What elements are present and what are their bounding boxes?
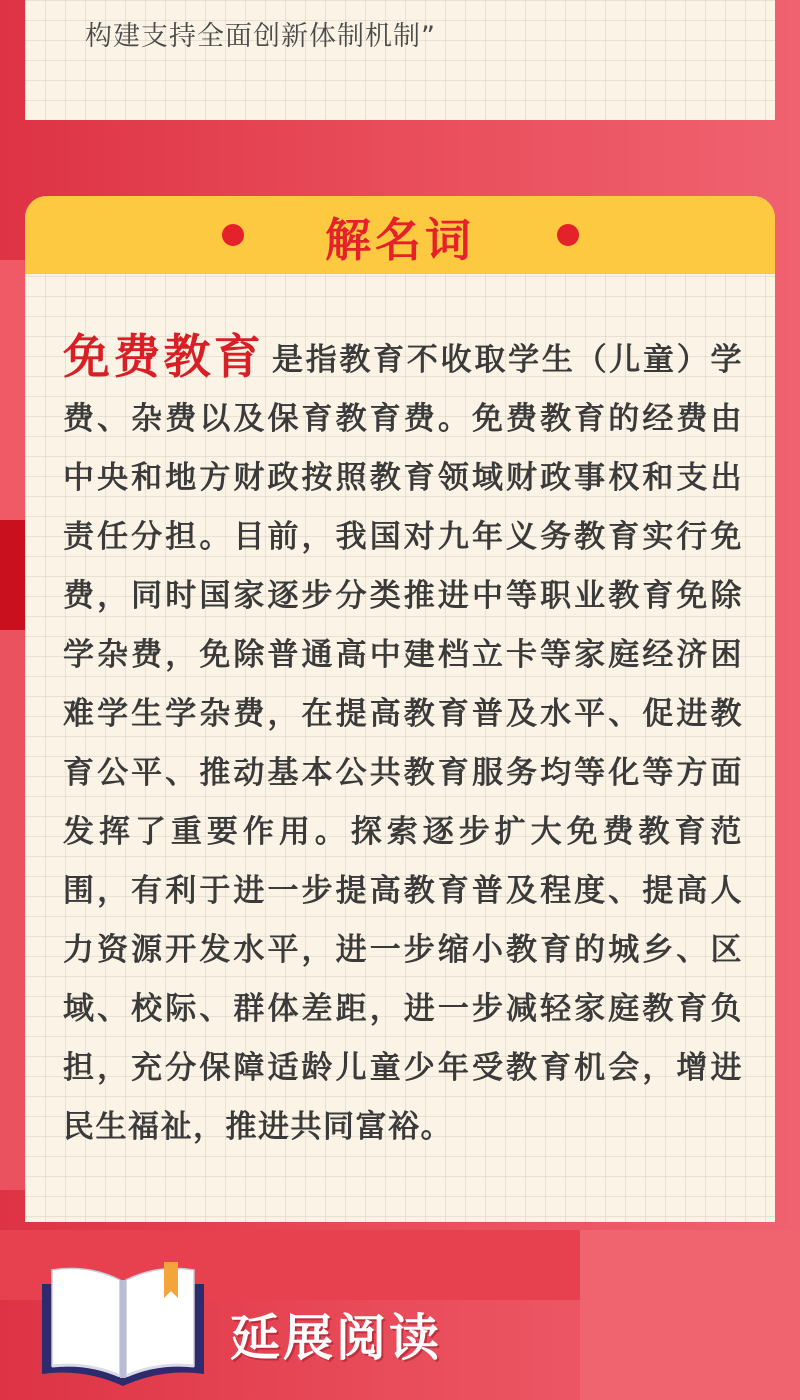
dot-icon — [557, 224, 579, 246]
top-card — [25, 0, 775, 120]
glossary-body — [63, 328, 743, 1157]
glossary-definition: 是指教育不收取学生（儿童）学费、杂费以及保育教育费。免费教育的经费由中央和地方财政按照教育领域财政事权和支出责任分担。目前，我国对九年义务教育实行免费，同时国家逐步分类推进中等职业教育免除学杂费，免除普通高中建档立卡等家庭经济困难学生学杂费，在提高教育普及水平、促进教育公平、推动基本公共教育服务均等化等方面发挥了重要作用。探索逐步扩大免费教育范围，有利于进一步提高教育普及程度、提高人力资源开发水平，进一步缩小教育的城乡、区域、校际、群体差距，进一步减轻家庭教育负担，充分保障适龄儿童少年受教育机会，增进民生福祉，推进共同富裕。 — [63, 342, 744, 1145]
open-book-icon — [38, 1262, 208, 1390]
glossary-header-title: 解名词 — [325, 213, 475, 267]
top-card-text: 构建支持全面创新体制机制” — [85, 21, 436, 52]
glossary-card — [25, 196, 775, 1222]
background-tile — [580, 1230, 800, 1400]
extended-reading-title: 延展阅读 — [230, 1308, 442, 1367]
glossary-header — [25, 196, 775, 274]
glossary-term: 免费教育 — [63, 330, 264, 385]
